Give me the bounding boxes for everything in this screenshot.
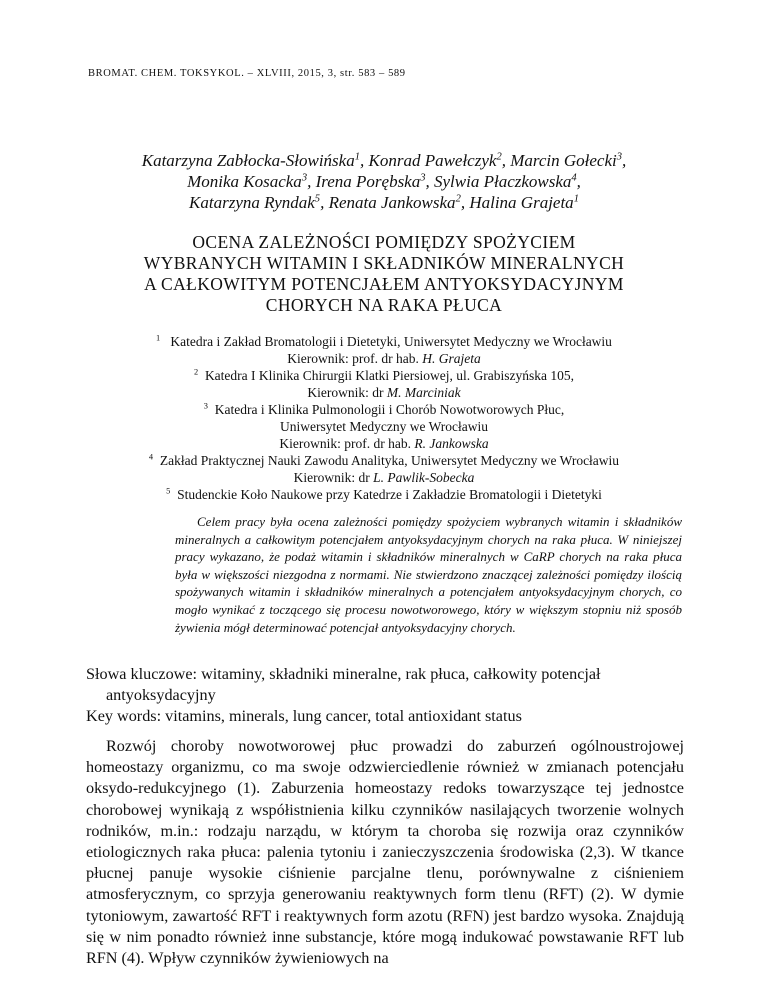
keywords [86,664,684,727]
head-label: Kierownik: prof. dr hab. [279,436,415,451]
affiliation-ref: 1 [354,151,360,163]
affiliation-ref: 5 [314,193,321,205]
affiliation-text: Uniwersytet Medyczny we Wrocławiu [279,419,489,434]
affiliation-number: 2 [194,367,199,377]
affiliation-text: Studenckie Koło Naukowe przy Katedrze i Zakładzie Bromatologii i Dietetyki [177,487,602,502]
affiliation-number: 4 [148,452,154,462]
head-name: L. Pawlik-Sobecka [373,470,475,485]
abstract-text: Celem pracy była ocena zależności pomiędzy spożyciem wybranych witamin i składników mineralnych a całkowitym potencjałem antyoksydacyjnym chorych na raka płuca. W niniejszej pracy wykazano, że podaż witamin i składników mineralnych w CaRP chorych na raka płuca była w większości niezgodna z normami. Nie stwierdzono znaczącej zależności pomiędzy ilością spożywanych witamin i składników mineralnych a potencjałem antyoksydacyjnym chorych, co mogło wynikać z toczącego się procesu nowotworowego, który w większym stopniu niż sposób żywienia mógł determinować potencjał antyoksydacyjny chorych. [175,514,682,635]
head-name: R. Jankowska [414,436,489,451]
title-line: CHORYCH NA RAKA PŁUCA [265,295,503,315]
affiliation-ref: 2 [496,151,502,163]
affiliation-1 [80,333,688,350]
head-label: Kierownik: prof. dr hab. [287,351,423,366]
affiliation-ref: 1 [573,193,579,205]
running-head: BROMAT. CHEM. TOKSYKOL. – XLVIII, 2015, 3, str. 583 – 589 [88,68,406,79]
affiliation-head [80,350,688,367]
head-name: M. Marciniak [386,385,461,400]
author-name: Marcin Gołecki [510,151,617,170]
affiliation-text: Katedra i Zakład Bromatologii i Dietetyki, Uniwersytet Medyczny we Wrocławiu [170,334,612,349]
body-paragraph: Rozwój choroby nowotworowej płuc prowadzi do zaburzeń ogólnoustrojowej homeostazy organizmu, co ma swoje odzwierciedlenie również w zmianach potencjału oksydo-redukcyjnego (1). Zaburzenia homeostazy redoks towarzyszące tej jednostce chorobowej wynikają z współistnienia kilku czynników nasilających tworzenie wolnych rodników, m.in.: rodzaju narządu, w którym ta choroba się rozwija oraz czynników etiologicznych raka płuca: palenia tytoniu i zanieczyszczenia środowiska (2,3). W tkance płucnej panuje wysokie ciśnienie parcjalne tlenu, porównywalne z ciśnieniem atmosferycznym, co sprzyja generowaniu reaktywnych form tlenu (RFT) (2). W dymie tytoniowym, zawartość RFT i reaktywnych form azotu (RFN) jest bardzo wysoka. Znajdują się w nim ponadto również inne substancje, które mogą indukować powstawanie RFT lub RFN (4). Wpływ czynników żywieniowych na [86,737,684,968]
body-text [86,736,684,969]
affiliation-head [80,384,688,401]
affiliation-ref: 4 [571,172,577,184]
affiliation-number: 1 [156,333,161,343]
title-line: WYBRANYCH WITAMIN I SKŁADNIKÓW MINERALNYCH [143,253,625,273]
affiliation-text: Katedra i Klinika Pulmonologii i Chorób Nowotworowych Płuc, [214,402,565,417]
author-list: Katarzyna Zabłocka-Słowińska$^1$, Konrad Pawełczyk$^2$, Marcin Gołecki$^3$, Monika Kosacka$^3$, Irena Porębska$^3$, Sylwia Płaczkowska$^4$, Katarzyna Ryndak$^5$, Renata Jankowska$^2$, Halina Grajeta$^1$ [141,151,627,212]
article-title [80,232,688,316]
affiliation-2 [80,367,688,384]
affiliation-ref: 3 [301,172,308,184]
affiliation-head [80,435,688,452]
affiliations [80,333,688,503]
abstract [175,513,682,636]
affiliation-number: 5 [166,486,171,496]
author-name: Renata Jankowska [328,193,456,212]
head-label: Kierownik: dr [293,470,374,485]
affiliation-5 [80,486,688,503]
affiliation-4 [80,452,688,469]
keywords-english: Key words: vitamins, minerals, lung cancer, total antioxidant status [86,707,522,725]
head-label: Kierownik: dr [307,385,387,400]
author-name: Katarzyna Zabłocka-Słowińska [141,151,355,170]
affiliation-number: 3 [203,401,208,411]
author-name: Katarzyna Ryndak [189,193,315,212]
author-name: Konrad Pawełczyk [368,151,497,170]
affiliation-ref: 3 [420,172,426,184]
title-line: A CAŁKOWITYM POTENCJAŁEM ANTYOKSYDACYJNYM [144,274,624,294]
author-name: Halina Grajeta [469,193,574,212]
affiliation-ref: 2 [455,193,461,205]
affiliation-ref: 3 [616,151,622,163]
head-name: H. Grajeta [422,351,481,366]
affiliation-3 [80,401,688,418]
author-name: Irena Porębska [315,172,421,191]
author-name: Sylwia Płaczkowska [434,172,572,191]
affiliation-head [80,469,688,486]
title-line: OCENA ZALEŻNOŚCI POMIĘDZY SPOŻYCIEM [192,232,576,252]
author-name: Monika Kosacka [187,172,302,191]
affiliation-text: Katedra I Klinika Chirurgii Klatki Piersiowej, ul. Grabiszyńska 105, [204,368,574,383]
keywords-polish: Słowa kluczowe: witaminy, składniki mineralne, rak płuca, całkowity potencjał antyoksydacyjny [86,665,601,704]
affiliation-text: Zakład Praktycznej Nauki Zawodu Analityka, Uniwersytet Medyczny we Wrocławiu [159,453,620,468]
